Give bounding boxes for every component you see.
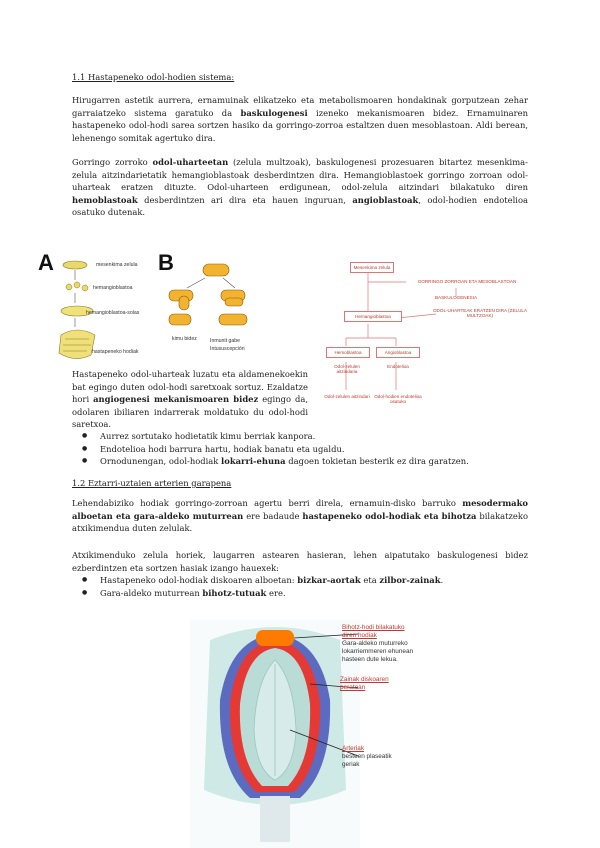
term-angiogenesi: angiogenesi mekanismoaren bidez [93, 394, 259, 405]
connecting-stalk [260, 796, 290, 842]
arrow [223, 278, 235, 288]
paragraph-blood-islands [72, 156, 528, 219]
label-inmunit-gabe: Inmunit gabe [210, 338, 240, 344]
annotation-veins [340, 676, 460, 692]
flow-angioblast: Angioblastoa [376, 347, 420, 358]
flow-node-location: GORRINGO ZORROAN ETA MESOBLASTOAN [417, 279, 517, 284]
bullet-item [72, 455, 532, 468]
annotation-title: Zainak diskoaren [340, 676, 389, 683]
annotation-text: Gara-aldeko muturreko [342, 640, 408, 647]
text: bilakatzeko atxikimendua duten zelulak. [72, 510, 529, 534]
text: izeneko mekanismoaren bidez. Ernamuinaren hastapeneko odol-hodi sarea sortzen hasiko da gorringo-zorroa estaltzen duen mesoblastoan. Aldi berean, lehenengo somitak agertuko dira. [72, 107, 528, 143]
term-angioblastoak: angioblastoak [352, 194, 419, 205]
label-kimu-bidez: kimu bidez [172, 336, 197, 342]
text: eta [360, 575, 380, 585]
flow-hemangioblast: Hemangioblastoa [344, 311, 402, 322]
paragraph-mesoderm [72, 497, 528, 535]
label-hemangioblastoa-solas: hemangioblastoa-solas [86, 310, 140, 316]
annotation-text: hasteen dute lekua. [342, 656, 398, 663]
label-intususcepcion: Intususcepción [210, 346, 245, 352]
vessel-sprout [179, 296, 189, 310]
hemangioblast [66, 284, 72, 290]
hemangioblast [74, 282, 80, 288]
annotation-title: peratean [340, 684, 366, 691]
vessel-segment [219, 314, 247, 325]
vessel-split [225, 298, 243, 306]
term-lokarri-ehuna: lokarri-ehuna [221, 456, 286, 467]
vessel-segment [169, 314, 191, 325]
text: Hastapeneko odol-uharteak luzatu eta aldamenekoekin bat egingo duten odol-hodi saretxoak sortuz. Ezaldatze hori [72, 369, 308, 405]
section-1-1-heading: 1.1 Hastapeneko odol-hodien sistema: [72, 72, 235, 82]
primitive-vessels [59, 330, 95, 359]
text: desberdintzen ari dira eta hauen inguruan, [137, 194, 353, 205]
paragraph-angiogenesis [72, 368, 308, 431]
flow-node-vasculogenesis: BASKULOGENESIA [434, 295, 478, 300]
term-mesoderm-sides: mesodermako alboetan eta gara-aldeko muturrean [72, 498, 528, 521]
label-mesenkima-zelula: mesenkima zelula [96, 262, 138, 268]
text: Gorringo zorroko [72, 157, 153, 167]
flow-left-l1: Odol-zelulen aitzindaria [334, 364, 360, 374]
text: Hirugarren astetik aurrera, ernamuinak elikatzeko eta metabolismoaren hondakinak gorputzean zehar garraiatzeko sistema garatuko da [72, 95, 528, 118]
text: Gara-aldeko muturrean [100, 587, 203, 598]
text: Lehendabiziko hodiak gorringo-zorroan agertu berri direla, ernamuin-disko barruko [72, 498, 463, 508]
flow-left-l2: Odol-zelulen aitzindari [324, 394, 370, 399]
annotation-title: diren hodiak [342, 632, 377, 639]
hemangioblast [82, 285, 88, 291]
text: egingo da, odolaren ibiliaren indarrerak moldatuko du odol-hodi saretxoa. [72, 394, 309, 430]
flow-root: Mesenkima zelula [350, 262, 394, 273]
arrow [187, 278, 205, 288]
text: ere. [266, 587, 286, 598]
text: dagoen tokietan besterik ez dira garatzen. [285, 456, 469, 467]
paragraph-vasculogenesis [72, 94, 528, 144]
label-hastapeneko-hodiak: hastapeneko hodiak [92, 349, 139, 355]
flow-node-blood-islands: ODOL-UHARTEAK ERATZEN DIRA (ZELULA MULTZOAK) [432, 308, 528, 318]
embryo-illustration [190, 620, 360, 848]
text: Ornodunengan, odol-hodiak [100, 456, 222, 467]
text: , odol-hodien endotelioa osatuko dutenak. [72, 194, 528, 218]
annotation-text: besteen plaseatik [342, 753, 392, 760]
annotation-title: Bihotz-hodi bilakatuko [342, 624, 405, 631]
term-bizkar-aortak: bizkar-aortak [297, 575, 361, 585]
connector [346, 324, 396, 346]
connector [398, 314, 436, 318]
flow-hemoblast: Hemoblastoa [326, 347, 370, 358]
figure-b-illustration [165, 262, 255, 337]
annotation-arteries [342, 745, 462, 769]
figure-a-letter: A [38, 250, 54, 275]
paragraph-attachment-cells: Atxikimenduko zelula horiek, laugarren astearen hasieran, lehen aipatutako baskulogenesi bidez ezberdintzen eta sortzen hasiak izango hauexek: [72, 550, 528, 573]
section-1-2-heading: 1.2 Eztarri-uztaien arterien garapena [72, 478, 232, 488]
term-odol-uharteetan: odol-uharteetan [152, 157, 229, 167]
vessel-bullets [72, 574, 532, 599]
figure-b-letter: B [158, 250, 174, 275]
term-zilbor-zainak: zilbor-zainak [379, 575, 441, 585]
vessel-segment [203, 264, 229, 276]
term-baskulogenesi: baskulogenesi [240, 107, 308, 118]
text: Hastapeneko odol-hodiak diskoaren alboetan: [100, 575, 298, 585]
bullet-item [72, 587, 532, 600]
term-hemoblastoak: hemoblastoak [72, 194, 138, 205]
text: (zelula multzoak), baskulogenesi prozesuaren bitartez mesenkima-zelula aitzindarietatik hemangioblastoak desberdintzen dira. Hemangioblastoek gorringo zorroan odol-uharteak eratzen dituzte. Odol-uharteen erdigunean, odol-zelula aitzindari bilakatuko diren [72, 157, 528, 193]
angiogenesis-bullets [72, 430, 532, 468]
bullet-item: ● Aurrez sortutako hodietatik kimu berriak kanpora. [72, 430, 532, 443]
mesenchyme-cell [63, 261, 87, 269]
annotation-heart-vessels [342, 624, 462, 664]
cardiogenic-area [256, 630, 294, 646]
annotation-text: lokarriemmeren ehunean [342, 648, 414, 655]
annotation-text: geriak [342, 761, 360, 768]
text: ere badaude [243, 510, 303, 521]
label-hemangioblastoa: hemangioblastoa [93, 285, 133, 291]
text: . [440, 575, 444, 585]
flow-right-l1: Endotelioa [387, 364, 409, 369]
term-vessels-heart: hastapeneko odol-hodiak eta bihotza [302, 510, 477, 521]
term-bihotz-tutuak: bihotz-tutuak [202, 587, 267, 598]
bullet-item: ● Endotelioa hodi barrura hartu, hodiak banatu eta ugaldu. [72, 443, 532, 456]
flow-right-l2: Odol-hodien endotelioa osatuko [374, 394, 422, 404]
bullet-item [72, 574, 532, 587]
annotation-title: Arteriak [342, 745, 365, 752]
